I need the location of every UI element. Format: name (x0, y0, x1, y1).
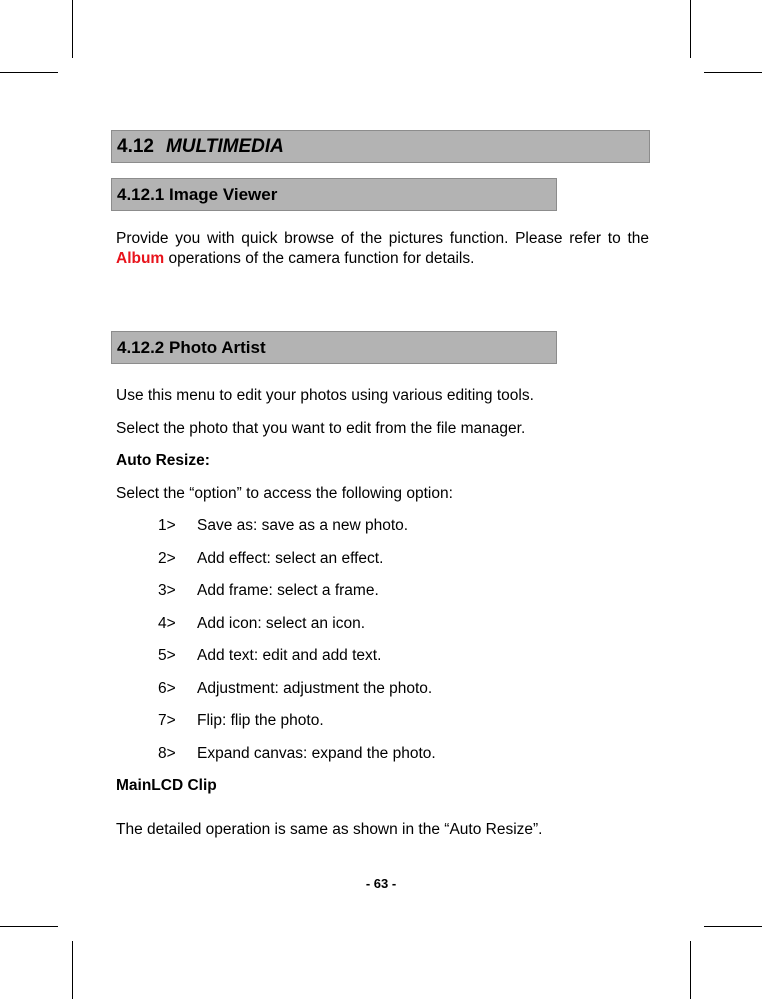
list-item-number: 6> (158, 680, 176, 697)
photo-artist-heading: 4.12.2 Photo Artist (111, 331, 557, 364)
photo-artist-intro-2: Select the photo that you want to edit from the file manager. (116, 420, 526, 437)
crop-mark-top-left-vertical (72, 0, 73, 58)
list-item (158, 646, 381, 666)
image-viewer-text-before: Provide you with quick browse of the pictures function. Please refer to the (116, 230, 649, 247)
list-item-number: 7> (158, 712, 176, 729)
list-item-text: Add icon: select an icon. (197, 615, 366, 632)
list-item-text: Save as: save as a new photo. (197, 517, 409, 534)
crop-mark-bottom-left-vertical (72, 941, 73, 999)
list-item-number: 1> (158, 517, 176, 534)
crop-mark-top-left-horizontal (0, 72, 58, 73)
crop-mark-bottom-right-horizontal (704, 926, 762, 927)
auto-resize-label: Auto Resize: (116, 452, 210, 469)
page-number: - 63 - (365, 876, 397, 891)
list-item (158, 581, 379, 601)
section-heading (111, 130, 650, 163)
list-item (158, 549, 383, 569)
list-item (158, 679, 432, 699)
list-item (158, 711, 324, 731)
album-highlight: Album (116, 250, 165, 267)
photo-artist-intro-1: Use this menu to edit your photos using various editing tools. (116, 387, 534, 404)
list-item-number: 3> (158, 582, 176, 599)
crop-mark-bottom-right-vertical (690, 941, 691, 999)
list-item-number: 5> (158, 647, 176, 664)
crop-mark-top-right-vertical (690, 0, 691, 58)
list-item (158, 744, 436, 764)
list-item-text: Flip: flip the photo. (197, 712, 324, 729)
crop-mark-top-right-horizontal (704, 72, 762, 73)
list-item-text: Expand canvas: expand the photo. (197, 745, 436, 762)
mainlcd-clip-description: The detailed operation is same as shown in the “Auto Resize”. (116, 821, 543, 838)
image-viewer-text-after: operations of the camera function for details. (164, 250, 475, 267)
mainlcd-clip-label: MainLCD Clip (116, 777, 217, 794)
list-item-text: Adjustment: adjustment the photo. (197, 680, 433, 697)
section-title: MULTIMEDIA (165, 135, 284, 157)
list-item (158, 516, 408, 536)
list-item-number: 4> (158, 615, 176, 632)
list-item-text: Add frame: select a frame. (197, 582, 379, 599)
crop-mark-bottom-left-horizontal (0, 926, 58, 927)
image-viewer-description (116, 229, 649, 269)
list-item-text: Add text: edit and add text. (197, 647, 382, 664)
option-intro: Select the “option” to access the following option: (116, 485, 453, 502)
image-viewer-heading: 4.12.1 Image Viewer (111, 178, 557, 211)
list-item-number: 2> (158, 550, 176, 567)
list-item-number: 8> (158, 745, 176, 762)
list-item-text: Add effect: select an effect. (197, 550, 384, 567)
section-number: 4.12 (117, 135, 154, 157)
list-item (158, 614, 365, 634)
